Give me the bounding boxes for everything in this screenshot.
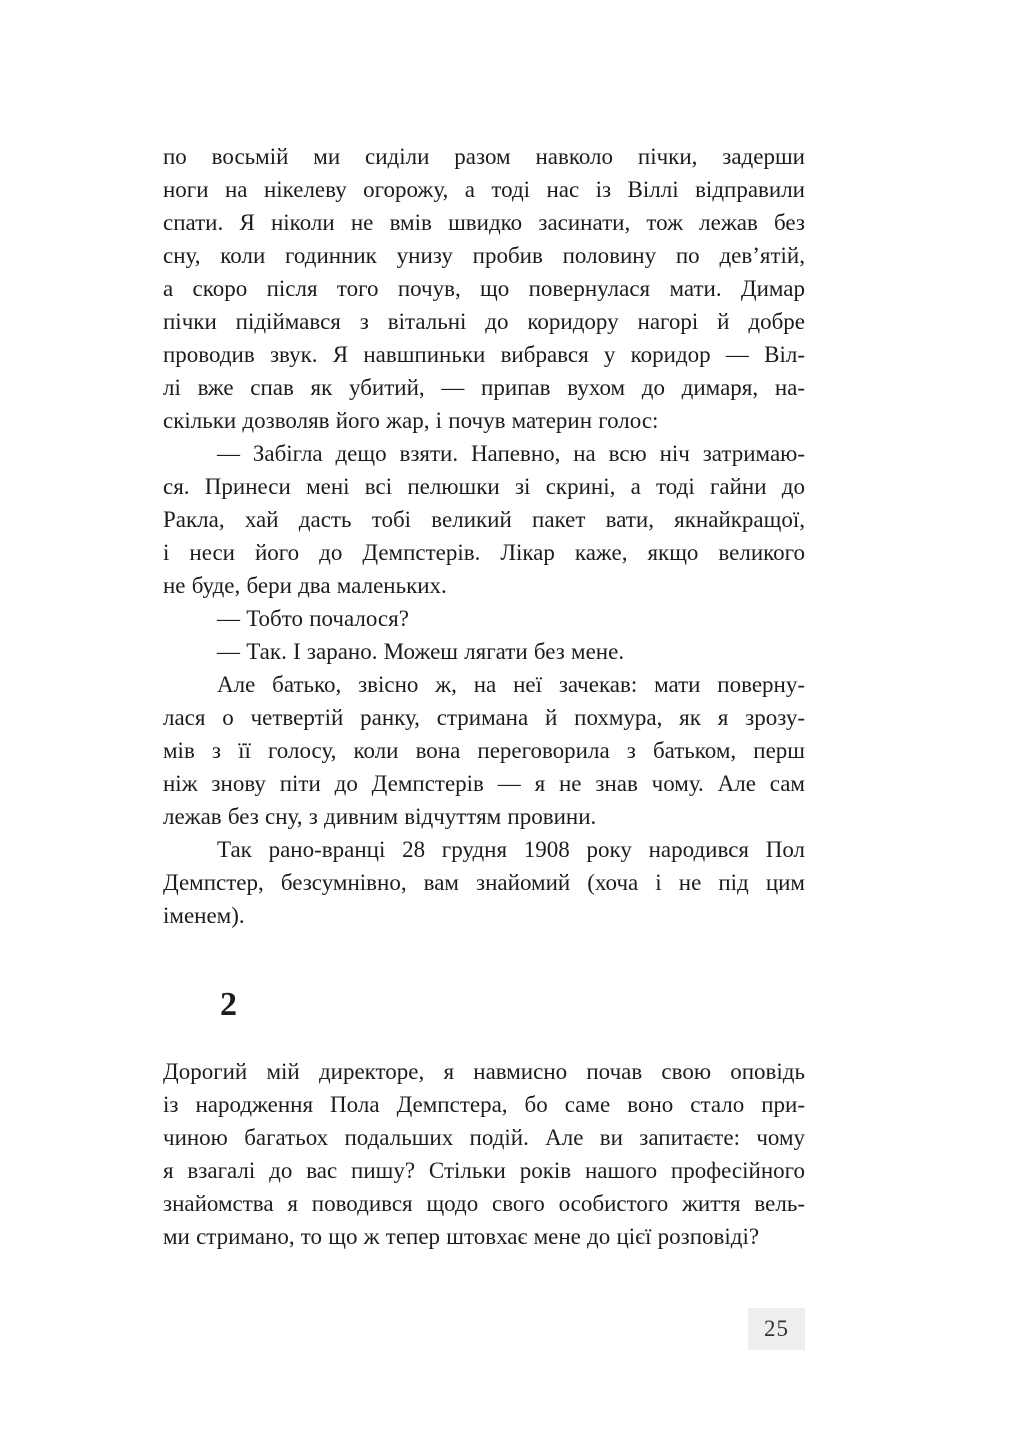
text-line: — Тобто почалося? — [217, 606, 409, 631]
section-heading: 2 — [220, 986, 237, 1023]
text-line: і неси його до Демпстерів. Лікар каже, якщо великого — [163, 540, 805, 565]
text-line: лежав без сну, з дивним відчуттям провини. — [163, 804, 597, 829]
text-line: — Забігла дещо взяти. Напевно, на всю ніч затримаю- — [217, 441, 805, 466]
text-line: не буде, бери два маленьких. — [163, 573, 447, 598]
text-line: знайомства я поводився щодо свого особистого життя вель- — [163, 1191, 805, 1216]
page-number-label: 25 — [764, 1316, 789, 1341]
text-line: по восьмій ми сиділи разом навколо пічки, задерши — [163, 144, 805, 169]
text-line: ми стримано, то що ж тепер штовхає мене до цієї розповіді? — [163, 1224, 760, 1249]
page-text-column — [163, 140, 805, 1253]
text-line: пічки підіймався з вітальні до коридору нагорі й добре — [163, 309, 805, 334]
text-line: чиною багатьох подальших подій. Але ви запитаєте: чому — [163, 1125, 805, 1150]
text-block-opening — [163, 140, 805, 932]
text-line: Але батько, звісно ж, на неї зачекав: мати поверну- — [217, 672, 805, 697]
text-line: Ракла, хай дасть тобі великий пакет вати, якнайкращої, — [163, 507, 805, 532]
text-line: ніж знову піти до Демпстерів — я не знав чому. Але сам — [163, 771, 805, 796]
text-line: із народження Пола Демпстера, бо саме воно стало при- — [163, 1092, 805, 1117]
text-line: ся. Принеси мені всі пелюшки зі скрині, а тоді гайни до — [163, 474, 805, 499]
text-line: Дорогий мій директоре, я навмисно почав свою оповідь — [163, 1059, 805, 1084]
text-line: проводив звук. Я навшпиньки вибрався у коридор — Віл- — [163, 342, 805, 367]
text-line: іменем). — [163, 903, 245, 928]
text-line: сну, коли годинник унизу пробив половину по дев’ятій, — [163, 243, 805, 268]
text-line: мів з її голосу, коли вона переговорила з батьком, перш — [163, 738, 805, 763]
text-line: я взагалі до вас пишу? Стільки років нашого професійного — [163, 1158, 805, 1183]
text-line: Так рано-вранці 28 грудня 1908 року народився Пол — [217, 837, 805, 862]
text-line: а скоро після того почув, що повернулася мати. Димар — [163, 276, 805, 301]
text-line: лі вже спав як убитий, — припав вухом до димаря, на- — [163, 375, 805, 400]
text-line: спати. Я ніколи не вмів швидко засинати, тож лежав без — [163, 210, 805, 235]
text-line: лася о четвертій ранку, стримана й похмура, як я зрозу- — [163, 705, 805, 730]
text-block-section-2 — [163, 1055, 805, 1253]
text-line: ноги на нікелеву огорожу, а тоді нас із Віллі відправили — [163, 177, 805, 202]
text-line: скільки дозволяв його жар, і почув материн голос: — [163, 408, 659, 433]
page-number-badge — [748, 1308, 805, 1350]
text-line: — Так. І зарано. Можеш лягати без мене. — [217, 639, 625, 664]
text-line: Демпстер, безсумнівно, вам знайомий (хоча і не під цим — [163, 870, 805, 895]
